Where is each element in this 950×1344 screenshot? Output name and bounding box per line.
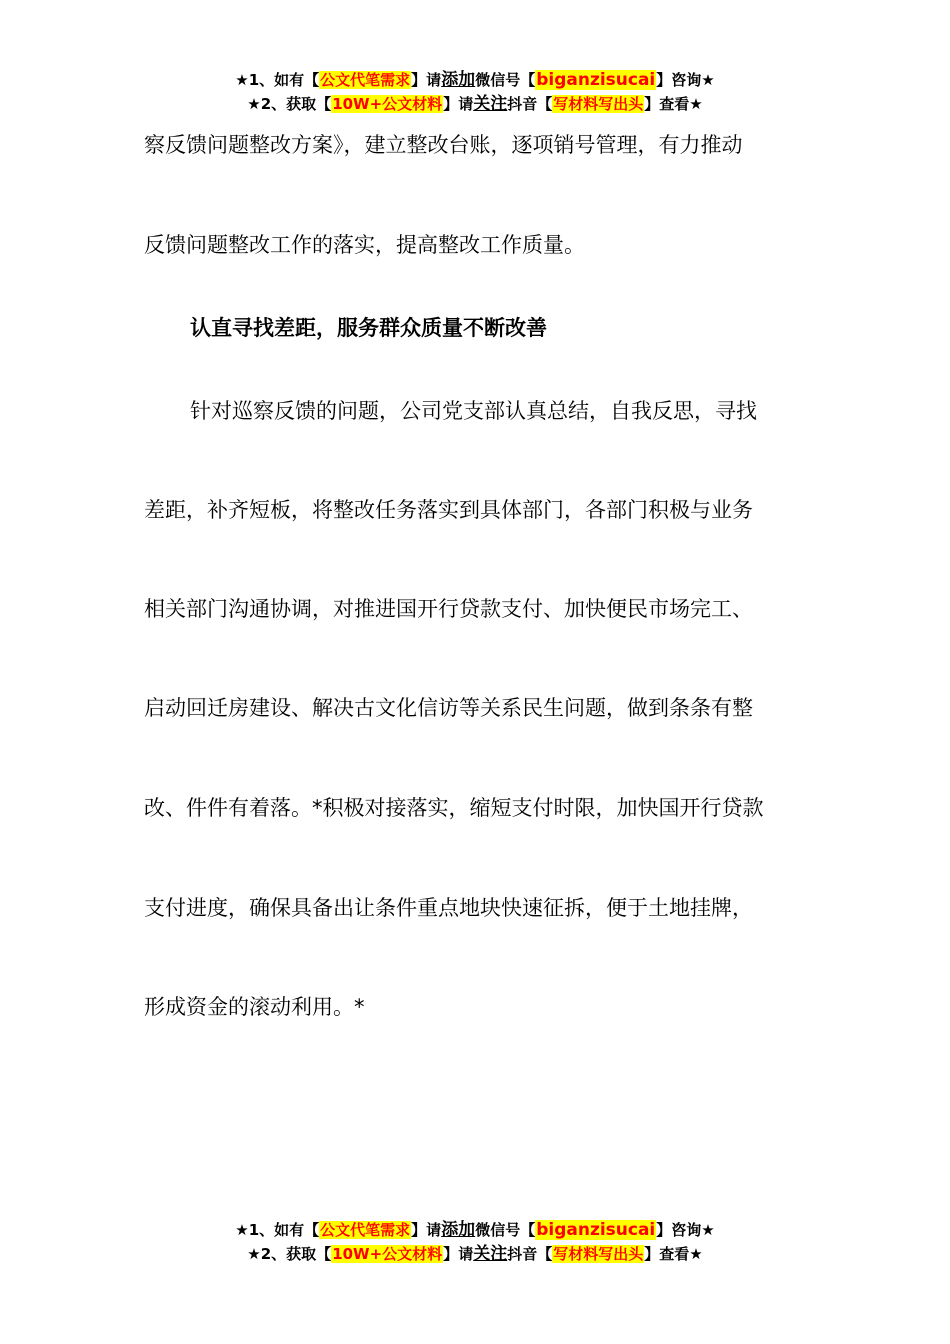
banner-line-2 — [0, 92, 950, 116]
banner-text: 抖音【 — [507, 95, 553, 113]
banner-text: 】请 — [411, 1221, 442, 1239]
highlight-douyin-account: 写材料写出头 — [553, 1245, 644, 1263]
body-line: 反馈问题整改工作的落实，提高整改工作质量。 — [144, 233, 585, 257]
banner-text: 】查看★ — [644, 95, 703, 113]
highlight-wechat-id: biganzisucai — [536, 1220, 656, 1240]
banner-line-2 — [0, 1242, 950, 1266]
underlined-word: 添加 — [441, 70, 476, 90]
body-line: 察反馈问题整改方案》，建立整改台账，逐项销号管理，有力推动 — [144, 133, 743, 157]
body-line: 相关部门沟通协调，对推进国开行贷款支付、加快便民市场完工、 — [144, 597, 753, 621]
body-line: 针对巡察反馈的问题，公司党支部认真总结，自我反思，寻找 — [190, 399, 757, 423]
highlight-materials: 10W+公文材料 — [332, 1245, 443, 1263]
banner-text: ★1、如有【 — [235, 71, 320, 89]
section-heading: 认直寻找差距，服务群众质量不断改善 — [190, 316, 547, 340]
header-banner — [0, 68, 950, 116]
banner-text: 微信号【 — [475, 1221, 536, 1239]
banner-text: 】请 — [443, 1245, 474, 1263]
underlined-word: 添加 — [441, 1220, 476, 1240]
banner-line-1 — [0, 1218, 950, 1242]
body-line: 形成资金的滚动利用。* — [144, 995, 365, 1019]
highlight-materials: 10W+公文材料 — [332, 95, 443, 113]
underlined-word: 关注 — [473, 1244, 508, 1264]
banner-text: 】请 — [411, 71, 442, 89]
banner-text: 抖音【 — [507, 1245, 553, 1263]
banner-text: 】查看★ — [644, 1245, 703, 1263]
highlight-douyin-account: 写材料写出头 — [553, 95, 644, 113]
body-line: 启动回迁房建设、解决古文化信访等关系民生问题，做到条条有整 — [144, 696, 753, 720]
banner-text: ★2、获取【 — [247, 1245, 332, 1263]
body-line: 差距，补齐短板，将整改任务落实到具体部门，各部门积极与业务 — [144, 498, 753, 522]
banner-line-1 — [0, 68, 950, 92]
highlight-service: 公文代笔需求 — [320, 1221, 411, 1239]
banner-text: 】咨询★ — [656, 1221, 715, 1239]
banner-text: 】请 — [443, 95, 474, 113]
banner-text: 】咨询★ — [656, 71, 715, 89]
body-line: 改、件件有着落。*积极对接落实，缩短支付时限，加快国开行贷款 — [144, 796, 764, 820]
highlight-service: 公文代笔需求 — [320, 71, 411, 89]
banner-text: ★1、如有【 — [235, 1221, 320, 1239]
underlined-word: 关注 — [473, 94, 508, 114]
highlight-wechat-id: biganzisucai — [536, 70, 656, 90]
banner-text: 微信号【 — [475, 71, 536, 89]
body-line: 支付进度，确保具备出让条件重点地块快速征拆，便于土地挂牌， — [144, 896, 753, 920]
footer-banner — [0, 1218, 950, 1266]
banner-text: ★2、获取【 — [247, 95, 332, 113]
